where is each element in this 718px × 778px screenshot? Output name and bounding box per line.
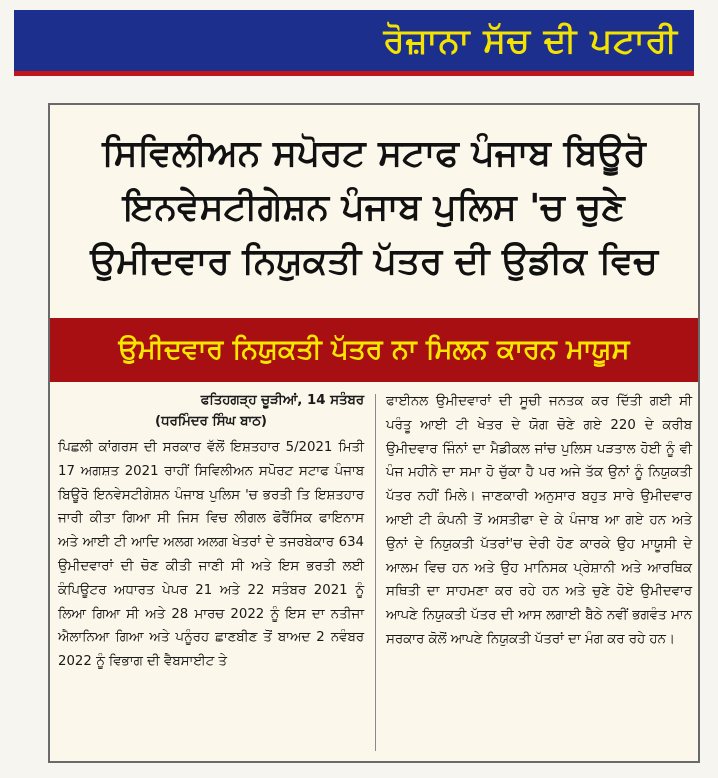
masthead-title: ਰੋਜ਼ਾਨਾ ਸੱਚ ਦੀ ਪਟਾਰੀ xyxy=(383,20,678,61)
article-frame xyxy=(48,103,700,763)
article-body xyxy=(58,390,692,755)
article-column-1 xyxy=(58,390,364,755)
byline: (ਧਰਮਿੰਦਰ ਸਿੰਘ ਬਾਠ) xyxy=(155,414,267,429)
headline-line-2: ਇਨਵੇਸਟੀਗੇਸ਼ਨ ਪੰਜਾਬ ਪੁਲਿਸ 'ਚ ਚੁਣੇ xyxy=(123,187,625,228)
dateline: ਫਤਿਹਗੜ੍ਹ ਚੂੜੀਆਂ, 14 ਸਤੰਬਰ xyxy=(200,393,364,408)
article-column-2 xyxy=(386,390,692,755)
headline-line-3: ਉਮੀਦਵਾਰ ਨਿਯੁਕਤੀ ਪੱਤਰ ਦੀ ਉਡੀਕ ਵਿਚ xyxy=(90,241,658,282)
subheadline: ਉਮੀਦਵਾਰ ਨਿਯੁਕਤੀ ਪੱਤਰ ਨਾ ਮਿਲਨ ਕਾਰਨ ਮਾਯੂਸ xyxy=(118,334,630,365)
headline xyxy=(50,105,698,311)
column-divider xyxy=(375,394,376,751)
article-paragraph-1: ਪਿਛਲੀ ਕਾਂਗਰਸ ਦੀ ਸਰਕਾਰ ਵੱਲੋਂ ਇਸ਼ਤਹਾਰ 5/2021 ਮਿਤੀ 17 ਅਗਸ਼ਤ 2021 ਰਾਹੀਂ ਸਿਵਿਲੀਅਨ ਸਪੋਰਟ ਸਟਾਫ ਪੰਜਾਬ ਬਿਊਰੋ ਇਨਵੇਸਟੀਗੇਸ਼ਨ ਪੰਜਾਬ ਪੁਲਿਸ 'ਚ ਭਰਤੀ ਤਿ ਇਸ਼ਤਹਾਰ ਜਾਰੀ ਕੀਤਾ ਗਿਆ ਸੀ ਜਿਸ ਵਿਚ ਲੀਗਲ ਫੋਰੈਂਸਿਕ ਫਾਇਨਾਸ ਅਤੇ ਆਈ ਟੀ ਆਦਿ ਅਲਗ ਅਲਗ ਖੇਤਰਾਂ ਦੇ ਤਜਰਬੇਕਾਰ 634 ਉਮੀਦਵਾਰਾਂ ਦੀ ਚੋਣ ਕੀਤੀ ਜਾਣੀ ਸੀ ਅਤੇ ਇਸ ਭਰਤੀ ਲਈ ਕੰਪਿਊਟਰ ਅਧਾਰਤ ਪੇਪਰ 21 ਅਤੇ 22 ਸਤੰਬਰ 2021 ਨੂੰ ਲਿਆ ਗਿਆ ਸੀ ਅਤੇ 28 ਮਾਰਚ 2022 ਨੂੰ ਇਸ ਦਾ ਨਤੀਜਾ ਐਲਾਨਿਆ ਗਿਆ ਅਤੇ ਪਨੂੰਰਹ ਛਾਣਬੀਣ ਤੋਂ ਬਾਅਦ 2 ਨਵੰਬਰ 2022 ਨੂੰ ਵਿਭਾਗ ਦੀ ਵੈਬਸਾਈਟ ਤੇ xyxy=(58,440,364,670)
subheadline-banner xyxy=(50,318,698,382)
article-paragraph-2: ਫਾਈਨਲ ਉਮੀਦਵਾਰਾਂ ਦੀ ਸੂਚੀ ਜਨਤਕ ਕਰ ਦਿੱਤੀ ਗਈ ਸੀ ਪਰੰਤੂ ਆਈ ਟੀ ਖੇਤਰ ਦੇ ਯੋਗ ਚੋਣੇ ਗਏ 220 ਦੇ ਕਰੀਬ ਉਮੀਦਵਾਰ ਜਿੰਨਾਂ ਦਾ ਮੈਡੀਕਲ ਜਾਂਚ ਪੁਲਿਸ ਪੜਤਾਲ ਹੋਈ ਨੂੰ ਵੀ ਪੰਜ ਮਹੀਨੇ ਦਾ ਸਮਾ ਹੋ ਚੁੱਕਾ ਹੈ ਪਰ ਅਜੇ ਤੱਕ ਉਨਾਂ ਨੂੰ ਨਿਯੁਕਤੀ ਪੱਤਰ ਨਹੀਂ ਮਿਲੇ। ਜਾਣਕਾਰੀ ਅਨੁਸਾਰ ਬਹੁਤ ਸਾਰੇ ਉਮੀਦਵਾਰ ਆਈ ਟੀ ਕੰਪਨੀ ਤੋਂ ਅਸਤੀਫਾ ਦੇ ਕੇ ਪੰਜਾਬ ਆ ਗਏ ਹਨ ਅਤੇ ਉਨਾਂ ਦੇ ਨਿਯੁਕਤੀ ਪੱਤਰਾਂ'ਚ ਦੇਰੀ ਹੋਣ ਕਾਰਕੇ ਉਹ ਮਾਯੂਸੀ ਦੇ ਆਲਮ ਵਿਚ ਹਨ ਅਤੇ ਉਹ ਮਾਨਿਸਕ ਪ੍ਰੇਸ਼ਾਨੀ ਅਤੇ ਆਰਥਿਕ ਸਥਿਤੀ ਦਾ ਸਾਹਮਣਾ ਕਰ ਰਹੇ ਹਨ ਅਤੇ ਚੁਣੇ ਹੋਏ ਉਮੀਦਵਾਰ ਆਪਣੇ ਨਿਯੁਕਤੀ ਪੱਤਰ ਦੀ ਆਸ ਲਗਾਈ ਬੈਠੇ ਨਵੀਂ ਭਗਵੰਤ ਮਾਨ ਸਰਕਾਰ ਕੋਲੋਂ ਆਪਣੇ ਨਿਯੁਕਤੀ ਪੱਤਰਾਂ ਦਾ ਮੰਗ ਕਰ ਰਹੇ ਹਨ। xyxy=(386,394,692,647)
headline-line-1: ਸਿਵਿਲੀਅਨ ਸਪੋਰਟ ਸਟਾਫ ਪੰਜਾਬ ਬਿਊਰੋ xyxy=(102,133,646,174)
masthead xyxy=(14,10,694,76)
